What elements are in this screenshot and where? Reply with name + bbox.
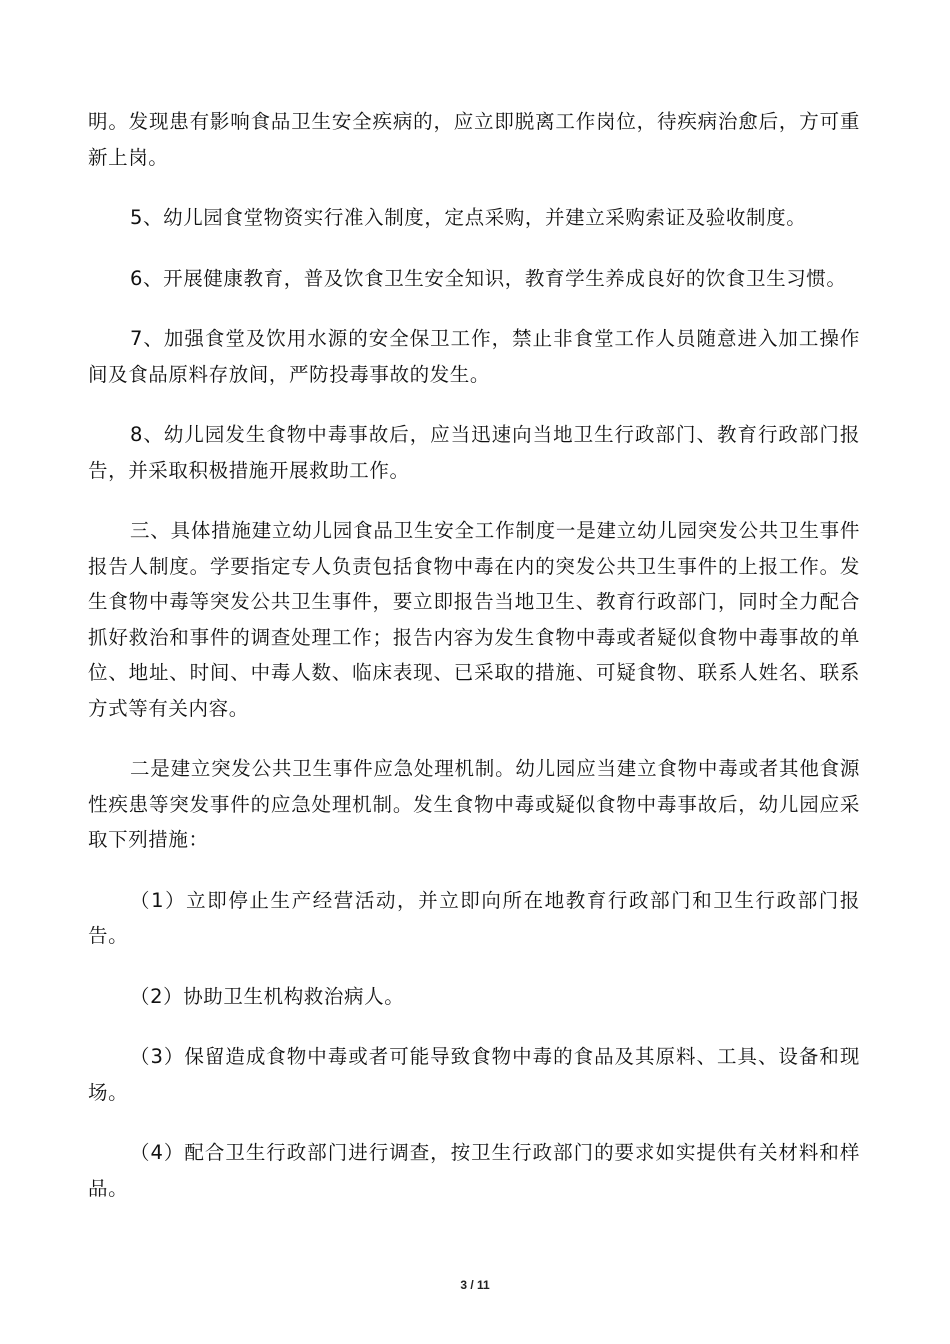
paragraph-emergency-mechanism: 二是建立突发公共卫生事件应急处理机制。幼儿园应当建立食物中毒或者其他食源性疾患等突发事件的应急处理机制。发生食物中毒或疑似食物中毒事故后，幼儿园应采取下列措施： (88, 757, 860, 851)
document-body (88, 104, 860, 1231)
paragraph-item-5: 5、幼儿园食堂物资实行准入制度，定点采购，并建立采购索证及验收制度。 (130, 206, 807, 229)
page-number: 3 / 11 (460, 1278, 490, 1292)
paragraph-measure-2: （2）协助卫生机构救治病人。 (130, 984, 405, 1008)
paragraph-measure-4: （4）配合卫生行政部门进行调查，按卫生行政部门的要求如实提供有关材料和样品。 (88, 1141, 860, 1200)
paragraph-item-6: 6、开展健康教育，普及饮食卫生安全知识，教育学生养成良好的饮食卫生习惯。 (130, 266, 847, 290)
paragraph-item-7: 7、加强食堂及饮用水源的安全保卫工作，禁止非食堂工作人员随意进入加工操作间及食品原料存放间，严防投毒事故的发生。 (88, 327, 860, 386)
paragraph-measure-1: （1）立即停止生产经营活动，并立即向所在地教育行政部门和卫生行政部门报告。 (88, 888, 860, 947)
paragraph-section-3: 三、具体措施建立幼儿园食品卫生安全工作制度一是建立幼儿园突发公共卫生事件报告人制度。学要指定专人负责包括食物中毒在内的突发公共卫生事件的上报工作。发生食物中毒等突发公共卫生事件，要立即报告当地卫生、教育行政部门，同时全力配合抓好救治和事件的调查处理工作；报告内容为发生食物中毒或者疑似食物中毒事故的单位、地址、时间、中毒人数、临床表现、已采取的措施、可疑食物、联系人姓名、联系方式等有关内容。 (88, 519, 860, 720)
paragraph-measure-3: （3）保留造成食物中毒或者可能导致食物中毒的食品及其原料、工具、设备和现场。 (88, 1045, 860, 1104)
paragraph-item-8: 8、幼儿园发生食物中毒事故后，应当迅速向当地卫生行政部门、教育行政部门报告，并采取积极措施开展救助工作。 (88, 423, 860, 482)
paragraph-continuation: 明。发现患有影响食品卫生安全疾病的，应立即脱离工作岗位，待疾病治愈后，方可重新上岗。 (88, 110, 860, 169)
